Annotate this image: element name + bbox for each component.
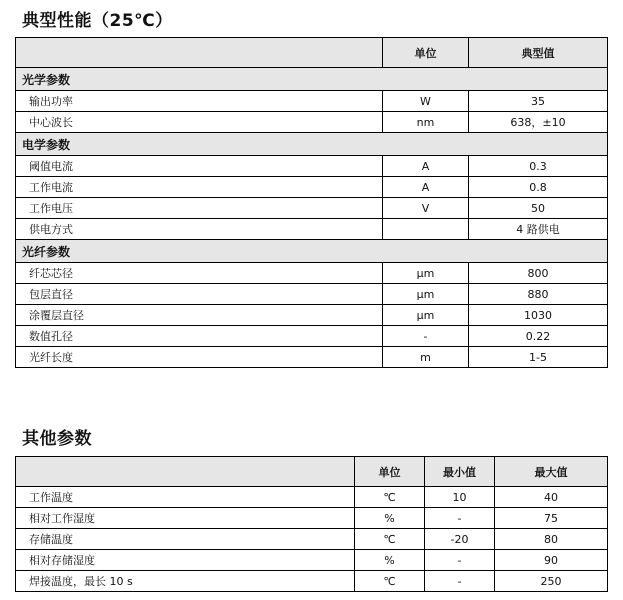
- header-max: 最大值: [495, 457, 608, 487]
- section-row: [16, 240, 608, 263]
- param-unit: [383, 219, 469, 240]
- header-unit: 单位: [383, 38, 469, 68]
- param-label: 供电方式: [16, 219, 383, 240]
- typical-performance-table: [15, 37, 608, 368]
- param-label: 工作温度: [16, 487, 355, 508]
- param-label: 相对工作湿度: [16, 508, 355, 529]
- table-header-row: [16, 457, 608, 487]
- table-row: [16, 263, 608, 284]
- param-unit: W: [383, 91, 469, 112]
- param-value: 50: [469, 198, 608, 219]
- param-value: 1-5: [469, 347, 608, 368]
- param-label: 存储温度: [16, 529, 355, 550]
- table-row: [16, 156, 608, 177]
- header-typical-value: 典型值: [469, 38, 608, 68]
- param-max: 250: [495, 571, 608, 592]
- table-row: [16, 198, 608, 219]
- param-label: 光纤长度: [16, 347, 383, 368]
- param-unit: μm: [383, 284, 469, 305]
- table-row: [16, 219, 608, 240]
- param-unit: μm: [383, 305, 469, 326]
- param-value: 638，±10: [469, 112, 608, 133]
- section-title-typical-performance: 典型性能（25℃）: [22, 11, 173, 31]
- table-row: [16, 508, 608, 529]
- table-header-row: [16, 38, 608, 68]
- param-max: 80: [495, 529, 608, 550]
- param-value: 880: [469, 284, 608, 305]
- param-value: 0.3: [469, 156, 608, 177]
- param-unit: %: [355, 508, 425, 529]
- param-unit: nm: [383, 112, 469, 133]
- param-unit: m: [383, 347, 469, 368]
- table-row: [16, 305, 608, 326]
- section-heading: 光纤参数: [16, 240, 608, 263]
- param-value: 0.8: [469, 177, 608, 198]
- header-unit: 单位: [355, 457, 425, 487]
- param-max: 40: [495, 487, 608, 508]
- section-heading: 光学参数: [16, 68, 608, 91]
- header-blank: [16, 38, 383, 68]
- param-label: 数值孔径: [16, 326, 383, 347]
- param-label: 涂覆层直径: [16, 305, 383, 326]
- param-label: 纤芯芯径: [16, 263, 383, 284]
- header-min: 最小值: [425, 457, 495, 487]
- table-row: [16, 91, 608, 112]
- param-label: 工作电流: [16, 177, 383, 198]
- table-row: [16, 550, 608, 571]
- param-value: 4 路供电: [469, 219, 608, 240]
- param-min: -: [425, 550, 495, 571]
- param-min: -: [425, 508, 495, 529]
- param-unit: ℃: [355, 487, 425, 508]
- other-parameters-table: [15, 456, 608, 592]
- param-max: 90: [495, 550, 608, 571]
- param-unit: A: [383, 156, 469, 177]
- param-label: 工作电压: [16, 198, 383, 219]
- table-row: [16, 112, 608, 133]
- param-unit: V: [383, 198, 469, 219]
- section-heading: 电学参数: [16, 133, 608, 156]
- param-value: 0.22: [469, 326, 608, 347]
- table-row: [16, 347, 608, 368]
- header-blank: [16, 457, 355, 487]
- section-title-other-parameters: 其他参数: [22, 429, 92, 449]
- table-row: [16, 529, 608, 550]
- param-label: 中心波长: [16, 112, 383, 133]
- param-unit: ℃: [355, 571, 425, 592]
- param-unit: A: [383, 177, 469, 198]
- param-unit: %: [355, 550, 425, 571]
- param-value: 800: [469, 263, 608, 284]
- table-row: [16, 284, 608, 305]
- param-value: 35: [469, 91, 608, 112]
- param-label: 焊接温度，最长 10 s: [16, 571, 355, 592]
- param-label: 相对存储湿度: [16, 550, 355, 571]
- param-min: -: [425, 571, 495, 592]
- table-row: [16, 571, 608, 592]
- param-label: 阈值电流: [16, 156, 383, 177]
- param-unit: -: [383, 326, 469, 347]
- table-row: [16, 326, 608, 347]
- param-label: 输出功率: [16, 91, 383, 112]
- param-min: 10: [425, 487, 495, 508]
- param-label: 包层直径: [16, 284, 383, 305]
- section-row: [16, 68, 608, 91]
- param-unit: ℃: [355, 529, 425, 550]
- section-row: [16, 133, 608, 156]
- table-row: [16, 487, 608, 508]
- param-max: 75: [495, 508, 608, 529]
- param-unit: μm: [383, 263, 469, 284]
- param-min: -20: [425, 529, 495, 550]
- param-value: 1030: [469, 305, 608, 326]
- table-row: [16, 177, 608, 198]
